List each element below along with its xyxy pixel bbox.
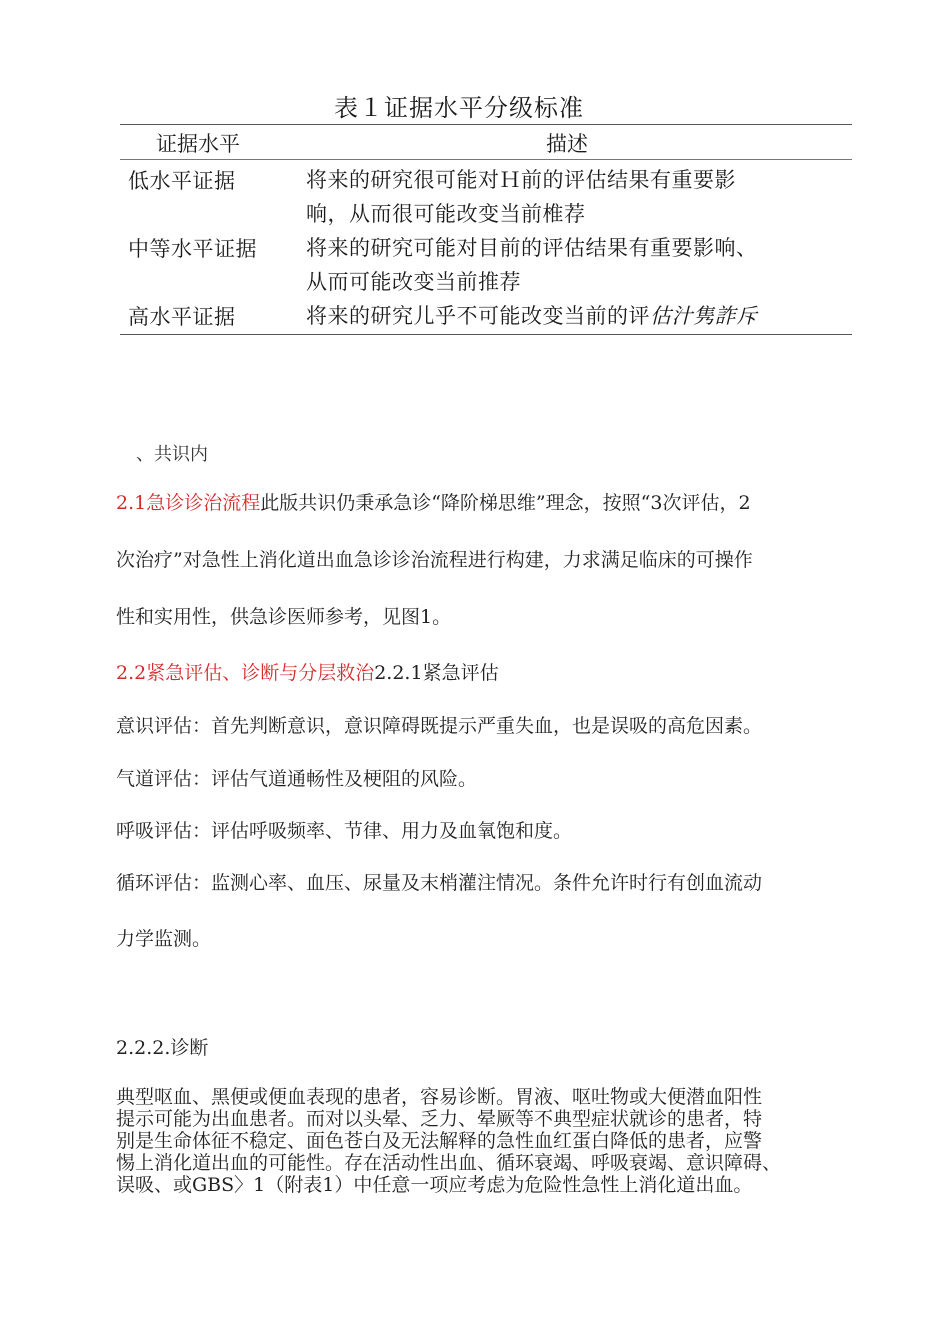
row-low-description: [306, 163, 842, 231]
row-high-description-main: 将来的研究儿乎不可能改变当前的评: [306, 304, 650, 328]
diagnosis-line3: 别是生命体征不稳定、面色苍白及无法解释的急性血红蛋白降低的患者，应警: [116, 1130, 763, 1152]
diagnosis-paragraph: [116, 1086, 856, 1196]
header-description: 描述: [546, 132, 588, 156]
header-evidence-level: 证据水平: [156, 132, 240, 156]
section-2-1-title: 2.1急诊诊治流程: [116, 492, 261, 514]
diagnosis-line4: 惕上消化道出血的可能性。存在活动性出血、循环衰竭、呼吸衰竭、意识障碍、: [116, 1152, 782, 1174]
section-2-1-line1: [116, 488, 856, 515]
row-low-level: 低水平证据: [128, 169, 236, 193]
row-medium-description-line1: 将来的研究可能对目前的评估结果有重要影响、: [306, 236, 758, 260]
row-medium-description-line2: 从而可能改变当前推荐: [306, 270, 521, 294]
table-body: [120, 160, 852, 334]
cropped-section-heading: 、共识内: [136, 444, 208, 465]
section-2-2-1-subtitle: 2.2.1紧急评估: [374, 662, 499, 684]
row-high-description-tail: 估汁隽詐斥: [650, 304, 758, 328]
breathing-assessment: 呼吸评估：评估呼吸频率、节律、用力及血氧饱和度。: [116, 820, 573, 842]
diagnosis-line5: 误吸、或GBS〉1（附表1）中任意一项应考虑为危险性急性上消化道出血。: [116, 1174, 753, 1196]
circulation-assessment-line1: 循环评估：监测心率、血压、尿量及末梢灌注情况。条件允许时行有创血流动: [116, 872, 763, 894]
row-high-description: [306, 299, 842, 333]
row-low-description-line2: 响，从而很可能改变当前椎荐: [306, 202, 586, 226]
circulation-assessment-line2: 力学监测。: [116, 928, 212, 950]
section-2-2-heading: [116, 658, 856, 685]
diagnosis-line2: 提示可能为出血患者。而对以头晕、乏力、晕厥等不典型症状就诊的患者，特: [116, 1108, 763, 1130]
airway-assessment: 气道评估：评估气道通畅性及梗阻的风险。: [116, 768, 478, 790]
section-2-1-text1: 此版共识仍秉承急诊“降阶梯思维”理念，按照“3次评估，2: [260, 492, 751, 514]
section-2-1-line3: 性和实用性，供急诊医师参考，见图1。: [116, 606, 452, 628]
row-medium-level: 中等水平证据: [128, 237, 257, 261]
table-header-row: [120, 125, 852, 160]
evidence-level-table: [120, 124, 852, 335]
section-2-2-title: 2.2紧急评估、诊断与分层救治: [116, 662, 375, 684]
diagnosis-heading: 2.2.2.诊断: [116, 1037, 209, 1059]
diagnosis-line1: 典型呕血、黑便或便血表现的患者，容易诊断。胃液、呕吐物或大便潜血阳性: [116, 1086, 763, 1108]
row-medium-description: [306, 231, 842, 299]
row-low-description-line1: 将来的研究很可能对Ｈ前的评估结果有重要影: [306, 168, 736, 192]
table-title: 表１证据水平分级标准: [334, 94, 584, 122]
row-high-level: 高水平证据: [128, 305, 236, 329]
section-2-1-line2: 次治疗”对急性上消化道出血急诊诊治流程进行构建，力求满足临床的可操作: [116, 549, 753, 571]
consciousness-assessment: 意识评估：首先判断意识，意识障碍既提示严重失血，也是误吸的高危因素。: [116, 715, 763, 737]
